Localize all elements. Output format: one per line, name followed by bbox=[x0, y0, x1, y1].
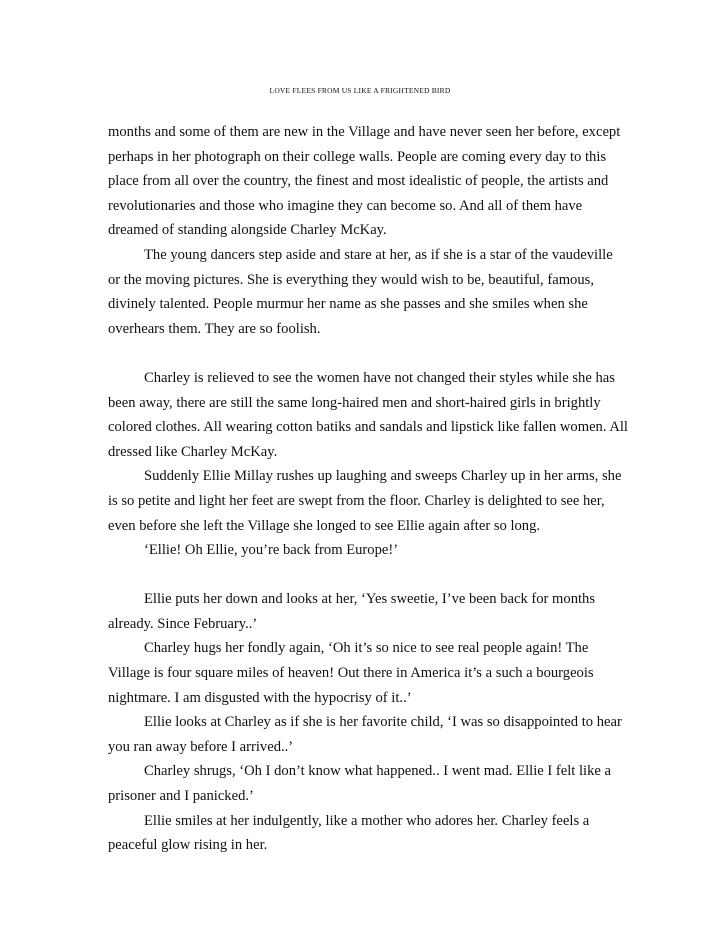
body-text bbox=[108, 120, 628, 858]
section-break bbox=[108, 341, 628, 366]
running-header: LOVE FLEES FROM US LIKE A FRIGHTENED BIRD bbox=[269, 86, 451, 95]
paragraph: ‘Ellie! Oh Ellie, you’re back from Europe!’ bbox=[144, 542, 399, 559]
section-break bbox=[108, 563, 628, 588]
paragraph: Suddenly Ellie Millay rushes up laughing and sweeps Charley up in her arms, she is so petite and light her feet are swept from the floor. Charley is delighted to see her, even before she left the Village she longed to see Ellie again after so long. bbox=[108, 468, 622, 534]
paragraph: The young dancers step aside and stare at her, as if she is a star of the vaudeville or the moving pictures. She is everything they would wish to be, beautiful, famous, divinely talented. People murmur her name as she passes and she smiles when she overhears them. They are so foolish. bbox=[108, 246, 613, 337]
paragraph: months and some of them are new in the Village and have never seen her before, except perhaps in her photograph on their college walls. People are coming every day to this place from all over the country, the finest and most idealistic of people, the artists and revolutionaries and those who imagine they can become so. And all of them have dreamed of standing alongside Charley McKay. bbox=[108, 124, 621, 239]
paragraph: Charley is relieved to see the women have not changed their styles while she has been away, there are still the same long-haired men and short-haired girls in brightly colored clothes. All wearing cotton batiks and sandals and lipstick like fallen women. All dressed like Charley McKay. bbox=[108, 369, 628, 460]
paragraph: Charley hugs her fondly again, ‘Oh it’s so nice to see real people again! The Village is four square miles of heaven! Out there in America it’s a such a bourgeois nightmare. I am disgusted with the hypocrisy of it..’ bbox=[108, 640, 594, 706]
paragraph: Ellie puts her down and looks at her, ‘Yes sweetie, I’ve been back for months already. Since February..’ bbox=[108, 591, 596, 632]
paragraph: Ellie looks at Charley as if she is her favorite child, ‘I was so disappointed to hear you ran away before I arrived..’ bbox=[108, 714, 622, 755]
paragraph: Ellie smiles at her indulgently, like a mother who adores her. Charley feels a peaceful glow rising in her. bbox=[108, 812, 590, 854]
paragraph: Charley shrugs, ‘Oh I don’t know what happened.. I went mad. Ellie I felt like a prisoner and I panicked.’ bbox=[108, 763, 612, 805]
